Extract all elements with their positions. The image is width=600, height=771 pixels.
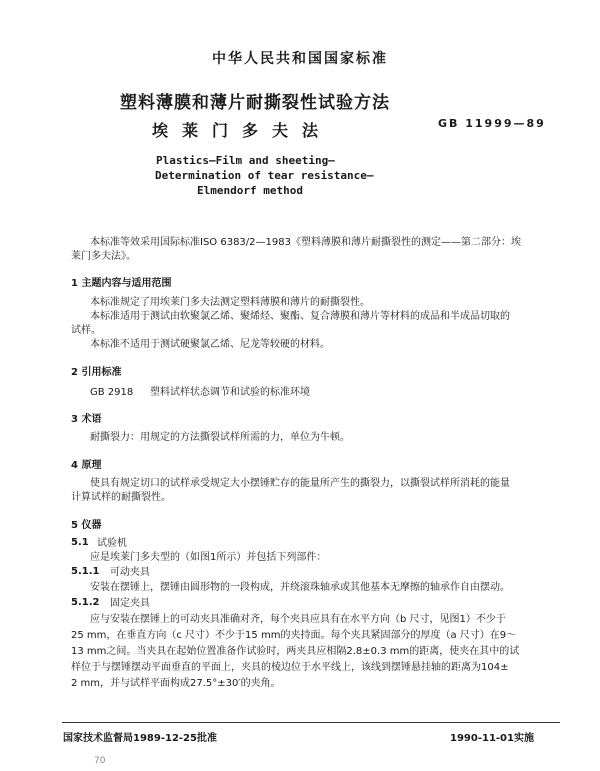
section-1-p2-line1: 本标准适用于测试由软聚氯乙烯、聚烯烃、聚酯、复合薄膜和薄片等材料的成品和半成品切取的 (90, 311, 510, 322)
clause-5-1-2-line2: 25 mm，在垂直方向（c 尺寸）不少于15 mm的夹持面。每个夹具紧固部分的厚度（a 尺寸）在9～ (71, 630, 517, 641)
section-1-p1: 本标准规定了用埃莱门多夫法测定塑料薄膜和薄片的耐撕裂性。 (90, 297, 370, 308)
english-title-line1: Plastics—Film and sheeting— (156, 154, 335, 167)
standard-number: GB 11999—89 (438, 117, 546, 130)
section-1-p3: 本标准不适用于测试硬聚氯乙烯、尼龙等较硬的材料。 (90, 339, 330, 350)
reference-code: GB 2918 (90, 387, 134, 398)
clause-5-1-2-line3: 13 mm之间。当夹具在起始位置准备作试验时，两夹具应相隔2.8±0.3 mm的距离，使夹在其中的试 (71, 646, 520, 657)
document-title-line1: 塑料薄膜和薄片耐撕裂性试验方法 (120, 93, 390, 113)
intro-line1: 本标准等效采用国际标准ISO 6383/2—1983《塑料薄膜和薄片耐撕裂性的测定——第二部分：埃 (90, 237, 521, 248)
section-2-heading: 2 引用标准 (71, 367, 122, 378)
intro-line2: 莱门多夫法》。 (71, 251, 136, 262)
clause-5-1-1-text: 安装在摆锤上，摆锤由圆形物的一段构成，并绕滚珠轴承或其他基本无摩擦的轴承作自由摆动。 (90, 582, 510, 593)
section-4-p1-line2: 计算试样的耐撕裂性。 (71, 492, 171, 503)
clause-5-1-2-line5: 2 mm，并与试样平面构成27.5°±30′的夹角。 (71, 678, 281, 689)
clause-5-1-1-title: 可动夹具 (110, 567, 150, 578)
clause-5-1-number: 5.1 (71, 537, 89, 548)
footer-rule (62, 722, 560, 723)
english-title-line2: Determination of tear resistance— (155, 169, 374, 182)
page-number: 70 (94, 756, 106, 766)
section-1-p2-line2: 试样。 (71, 325, 101, 336)
section-5-heading: 5 仪器 (71, 520, 102, 531)
section-3-heading: 3 术语 (71, 414, 102, 425)
implementation-date: 1990-11-01实施 (450, 733, 534, 744)
clause-5-1-text: 应是埃莱门多夫型的（如图1所示）并包括下列部件： (90, 552, 327, 563)
clause-5-1-1-number: 5.1.1 (71, 566, 100, 577)
english-title-line3: Elmendorf method (197, 184, 303, 197)
reference-title: 塑料试样状态调节和试验的标准环境 (150, 387, 310, 398)
section-1-heading: 1 主题内容与适用范围 (71, 278, 172, 289)
section-3-p1: 耐撕裂力：用规定的方法撕裂试样所需的力，单位为牛顿。 (90, 432, 350, 443)
clause-5-1-title: 试验机 (97, 538, 127, 549)
section-4-heading: 4 原理 (71, 460, 102, 471)
section-4-p1-line1: 使具有规定切口的试样承受规定大小摆锤贮存的能量所产生的撕裂力，以撕裂试样所消耗的能量 (90, 478, 510, 489)
clause-5-1-2-number: 5.1.2 (71, 597, 100, 608)
national-standard-heading: 中华人民共和国国家标准 (212, 51, 388, 67)
clause-5-1-2-line4: 样位于与摆锤摆动平面垂直的平面上，夹具的棱边位于水平线上，该线到摆锤悬挂轴的距离为104± (71, 662, 509, 673)
document-title-line2: 埃莱门多夫法 (152, 121, 333, 140)
clause-5-1-2-line1: 应与安装在摆锤上的可动夹具准确对齐，每个夹具应具有在水平方向（b 尺寸，见图1）不少于 (90, 614, 506, 625)
clause-5-1-2-title: 固定夹具 (110, 598, 150, 609)
approval-date: 国家技术监督局1989-12-25批准 (63, 733, 217, 744)
